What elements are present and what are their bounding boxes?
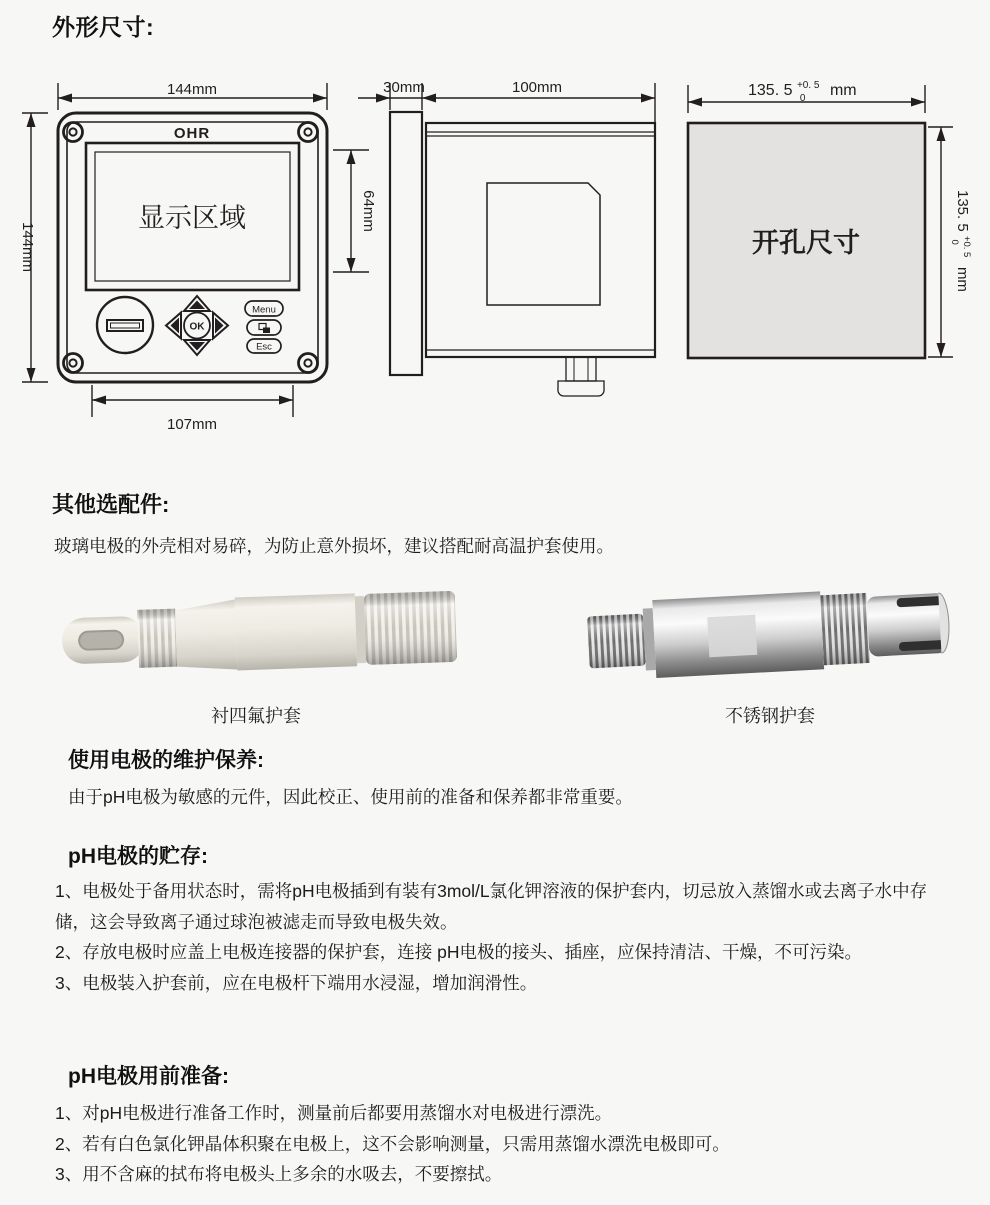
function-keys xyxy=(245,301,283,353)
esc-key-label: Esc xyxy=(256,341,272,353)
corner-screw-icons xyxy=(64,123,318,373)
screen-switch-icon xyxy=(259,324,270,334)
ptfe-sleeve-taper xyxy=(175,600,237,672)
dim-body-depth-label: 100mm xyxy=(511,79,563,96)
front-view-drawing xyxy=(19,81,377,433)
ok-key-label: OK xyxy=(189,321,205,333)
dim-cutout-height-label xyxy=(948,190,977,292)
side-body xyxy=(426,123,655,357)
cutout-tol-upper: +0. 5 xyxy=(796,80,820,91)
ptfe-sleeve-caption: 衬四氟护套 xyxy=(211,706,301,726)
steel-sleeve-caption: 不锈钢护套 xyxy=(725,706,815,726)
dim-cutout-width-label xyxy=(748,75,857,105)
ptfe-sleeve-photo xyxy=(61,590,457,677)
dim-front-width-label: 144mm xyxy=(166,81,218,98)
brand-logo: OHR xyxy=(173,125,211,142)
front-panel-outline xyxy=(58,113,327,382)
preparation-item-3: 3、用不含麻的拭布将电极头上多余的水吸去，不要擦拭。 xyxy=(55,1164,503,1184)
preparation-section-title: pH电极用前准备: xyxy=(68,1065,229,1088)
arrow-left-key[interactable] xyxy=(166,313,181,339)
steel-sleeve-thread-right xyxy=(820,593,870,665)
accessories-section-title: 其他选配件: xyxy=(52,492,170,517)
cable-gland xyxy=(558,357,604,396)
maintenance-intro: 由于pH电极为敏感的元件，因此校正、使用前的准备和保养都非常重要。 xyxy=(68,787,633,807)
steel-sleeve-photo xyxy=(586,585,951,682)
dim-front-width xyxy=(58,81,327,110)
cutout-tol-upper-v: +0. 5 xyxy=(961,235,972,258)
cutout-label: 开孔尺寸 xyxy=(752,228,860,258)
dim-display-height xyxy=(333,150,377,272)
side-body-rails xyxy=(426,132,655,350)
steel-sleeve-slotted-end xyxy=(866,593,950,657)
maintenance-section-title: 使用电极的维护保养: xyxy=(68,749,264,772)
menu-key-label: Menu xyxy=(252,304,276,316)
side-flange xyxy=(390,112,422,375)
accessories-note: 玻璃电极的外壳相对易碎，为防止意外损坏，建议搭配耐高温护套使用。 xyxy=(54,536,614,556)
storage-section-title: pH电极的贮存: xyxy=(68,845,208,868)
menu-key[interactable] xyxy=(245,301,283,316)
steel-sleeve-brushed-tag xyxy=(707,615,757,657)
cutout-unit-v: mm xyxy=(954,266,971,292)
ptfe-sleeve-thread-end xyxy=(364,591,457,665)
arrow-down-key[interactable] xyxy=(184,340,210,355)
steel-sleeve-thread-left xyxy=(587,614,646,669)
side-label-plate xyxy=(487,183,600,305)
dim-mount-width-label: 107mm xyxy=(166,416,218,433)
dim-cutout-height xyxy=(928,127,977,357)
esc-key[interactable] xyxy=(247,339,281,353)
cutout-tol-lower-v: 0 xyxy=(949,239,960,245)
ptfe-sleeve-thread-collar xyxy=(137,609,177,668)
side-view-drawing xyxy=(358,79,655,396)
dim-front-depth-label: 30mm xyxy=(383,79,425,96)
cutout-view-drawing xyxy=(688,75,977,358)
storage-item-2: 2、存放电极时应盖上电极连接器的保护套，连接 pH电极的接头、插座，应保持清洁、干燥，不可污染。 xyxy=(55,942,862,962)
arrow-right-key[interactable] xyxy=(213,313,228,339)
accessory-photos xyxy=(0,572,990,707)
storage-item-1: 1、电极处于备用状态时，需将pH电极插到有装有3mol/L氯化钾溶液的保护套内，切忌放入蒸馏水或去离子水中存储，这会导致离子通过球泡被滤走而导致电极失效。 xyxy=(55,881,928,932)
front-panel-inner-outline xyxy=(67,122,318,373)
display-area-label: 显示区域 xyxy=(138,203,246,233)
storage-list xyxy=(55,876,960,998)
cutout-size-value-v: 135. 5 xyxy=(954,190,971,232)
preparation-item-2: 2、若有白色氯化钾晶体积聚在电极上，这不会影响测量，只需用蒸馏水漂洗电极即可。 xyxy=(55,1133,730,1154)
preparation-item-1: 1、对pH电极进行准备工作时，测量前后都要用蒸馏水对电极进行漂洗。 xyxy=(55,1103,613,1123)
arrow-up-key[interactable] xyxy=(184,296,210,311)
ptfe-sleeve-body xyxy=(235,593,357,670)
storage-item-3: 3、电极装入护套前，应在电极杆下端用水浸湿，增加润滑性。 xyxy=(55,972,538,993)
dim-front-height-label: 144mm xyxy=(19,221,36,273)
cutout-tol-lower: 0 xyxy=(799,93,806,104)
dimensions-section-title: 外形尺寸: xyxy=(52,14,155,40)
dim-mount-width xyxy=(92,385,293,433)
dim-cutout-width xyxy=(688,75,925,113)
preparation-list xyxy=(55,1098,960,1190)
dim-display-height-label: 64mm xyxy=(360,190,377,232)
cutout-size-value: 135. 5 xyxy=(748,82,793,99)
screen-switch-key[interactable] xyxy=(247,320,281,335)
cutout-unit: mm xyxy=(829,82,857,99)
dim-front-height xyxy=(19,113,48,382)
ok-key[interactable] xyxy=(184,313,210,339)
dpad xyxy=(166,296,228,355)
dim-side-depths xyxy=(358,79,655,123)
knob[interactable] xyxy=(97,297,153,353)
dimension-drawings xyxy=(0,55,990,440)
